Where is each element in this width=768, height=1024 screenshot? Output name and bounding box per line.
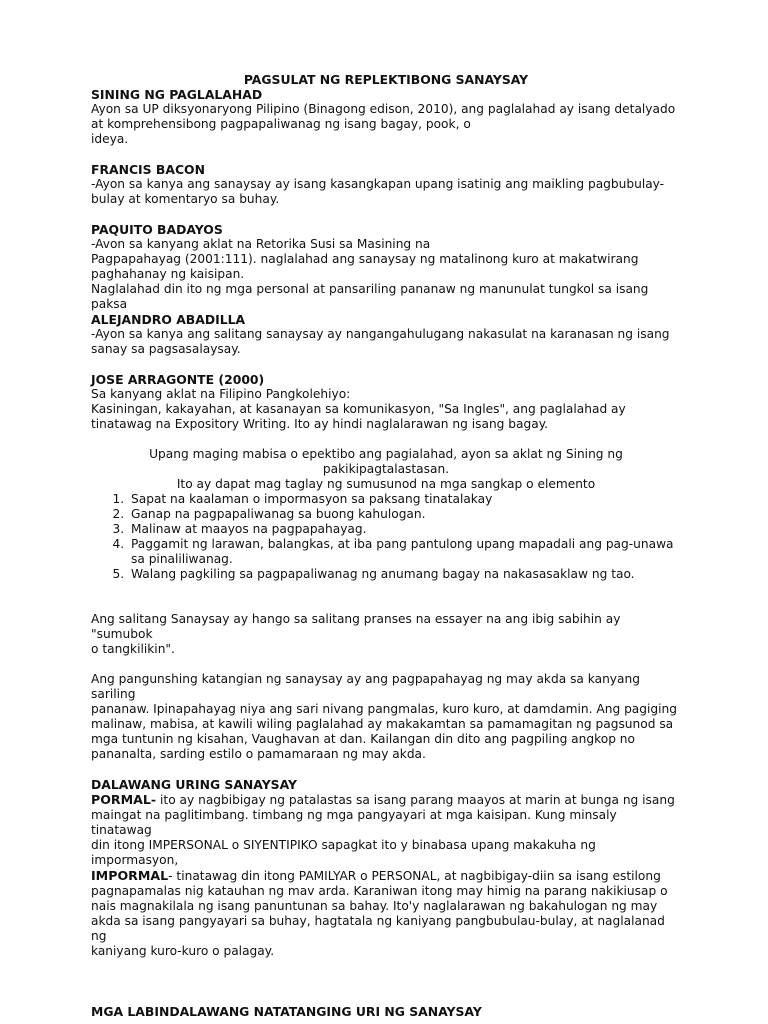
list-item: 2. Ganap na pagpapaliwanag sa buong kahulogan. bbox=[128, 507, 681, 522]
centered-line: Ito ay dapat mag taglay ng sumusunod na mga sangkap o elemento bbox=[176, 477, 596, 491]
impormal-label: IMPORMAL bbox=[91, 868, 169, 883]
text-line: paksa bbox=[91, 297, 128, 311]
text-line: pagnapamalas nig katauhan ng mav arda. Karaniwan itong may himig na parang nakikiusap o bbox=[91, 884, 668, 898]
text-line: tinatawag na Expository Writing. Ito ay hindi naglalarawan ng isang bagay. bbox=[91, 417, 549, 431]
text-line: malinaw, mabisa, at kawili wiling paglalahad ay makakamtan sa pamamagitan ng pagsunod sa bbox=[91, 717, 674, 731]
text-line: paghahanay ng kaisipan. bbox=[91, 267, 245, 281]
text-line: bulay at komentaryo sa buhay. bbox=[91, 192, 280, 206]
text-line bbox=[91, 792, 681, 808]
elements-list bbox=[91, 492, 681, 582]
text-line: akda sa isang pangyayari sa buhay, hagtatala ng kaniyang pangbubulau-bulay, at naglalanad ng bbox=[91, 914, 665, 943]
list-item: 1. Sapat na kaalaman o impormasyon sa paksang tinatalakay bbox=[128, 492, 681, 507]
document-page bbox=[91, 72, 681, 1019]
text-line: kaniyang kuro-kuro o palagay. bbox=[91, 944, 275, 958]
text-line: Naglalahad din ito ng mga personal at pansariling pananaw ng manunulat tungkol sa isang bbox=[91, 282, 649, 296]
text-line: -Ayon sa kanya ang salitang sanaysay ay nangangahulugang nakasulat na karanasan ng isang bbox=[91, 327, 670, 341]
pormal-first-line: ito ay nagbibigay ng patalastas sa isang parang maayos at marin at bunga ng isang bbox=[156, 793, 675, 807]
list-item: 4. Paggamit ng larawan, balangkas, at iba pang pantulong upang mapadali ang pag-unawa sa pinaliliwanag. bbox=[128, 537, 681, 567]
text-line: sanay sa pagsasalaysay. bbox=[91, 342, 241, 356]
list-item: 3. Malinaw at maayos na pagpapahayag. bbox=[128, 522, 681, 537]
text-line: ideya. bbox=[91, 132, 129, 146]
section-heading-abadilla: ALEJANDRO ABADILLA bbox=[91, 312, 246, 327]
centered-line: Upang maging mabisa o epektibo ang pagialahad, ayon sa aklat ng Sining ng bbox=[149, 447, 623, 461]
text-line: o tangkilikin". bbox=[91, 642, 175, 656]
text-line: Ang salitang Sanaysay ay hango sa salitang pranses na essayer na ang ibig sabihin ay "sumubok bbox=[91, 612, 621, 641]
text-line: Ayon sa UP diksyonaryong Pilipino (Binagong edison, 2010), ang paglalahad ay isang detalyado bbox=[91, 102, 676, 116]
text-line: Kasiningan, kakayahan, at kasanayan sa komunikasyon, "Sa Ingles", ang paglalahad ay bbox=[91, 402, 626, 416]
text-line: maingat na paglitimbang. timbang ng mga pangyayari at mga kaisipan. Kung minsaly tinatawag bbox=[91, 808, 617, 837]
document-title: PAGSULAT NG REPLEKTIBONG SANAYSAY bbox=[243, 72, 529, 87]
text-line: -Avon sa kanyang aklat na Retorika Susi sa Masining na bbox=[91, 237, 431, 251]
section-heading-arragonte: JOSE ARRAGONTE (2000) bbox=[91, 372, 265, 387]
list-item: 5. Walang pagkiling sa pagpapaliwanag ng anumang bagay na nakasasaklaw ng tao. bbox=[128, 567, 681, 582]
text-line: impormasyon, bbox=[91, 853, 179, 867]
text-line: Pagpapahayag (2001:111). naglalahad ang sanaysay ng matalinong kuro at makatwirang bbox=[91, 252, 639, 266]
text-line: mga tuntunin ng kisahan, Vaughavan at dan. Kailangan din dito ang pagpiling angkop no bbox=[91, 732, 635, 746]
text-line bbox=[91, 868, 681, 884]
text-line: at komprehensibong pagpapaliwanag ng isang bagay, pook, o bbox=[91, 117, 471, 131]
section-heading-labindalawang-uri: MGA LABINDALAWANG NATATANGING URI NG SANAYSAY bbox=[91, 1004, 482, 1019]
section-heading-sining: SINING NG PAGLALAHAD bbox=[91, 87, 263, 102]
section-heading-badayos: PAQUITO BADAYOS bbox=[91, 222, 223, 237]
centered-line: pakikipagtalastasan. bbox=[322, 462, 450, 476]
impormal-first-line: - tinatawag din itong PAMILYAR o PERSONAL, at nagbibigay-diin sa isang estilong bbox=[168, 869, 661, 883]
text-line: Sa kanyang aklat na Filipino Pangkolehiyo: bbox=[91, 387, 351, 401]
text-line: Ang pangunshing katangian ng sanaysay ay ang pagpapahayag ng may akda sa kanyang sariling bbox=[91, 672, 640, 701]
pormal-label: PORMAL- bbox=[91, 792, 157, 807]
text-line: pananalta, sarding estilo o pamamaraan ng may akda. bbox=[91, 747, 426, 761]
text-line: din itong IMPERSONAL o SIYENTIPIKO sapagkat ito y binabasa upang makakuha ng bbox=[91, 838, 596, 852]
text-line: -Ayon sa kanya ang sanaysay ay isang kasangkapan upang isatinig ang maikling pagbubulay- bbox=[91, 177, 665, 191]
text-line: pananaw. Ipinapahayag niya ang sari nivang pangmalas, kuro kuro, at damdamin. Ang pagiging bbox=[91, 702, 677, 716]
section-heading-bacon: FRANCIS BACON bbox=[91, 162, 205, 177]
section-heading-dalawang-uri: DALAWANG URING SANAYSAY bbox=[91, 777, 297, 792]
text-line: nais magnakilala ng isang panuntunan sa bahay. Ito'y naglalarawan ng bakahulogan ng may bbox=[91, 899, 658, 913]
